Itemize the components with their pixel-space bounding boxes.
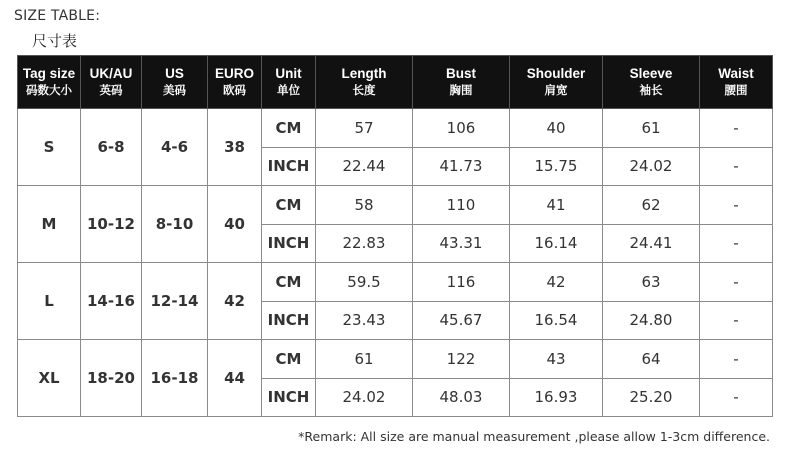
shoulder-cell: 15.75 — [510, 147, 603, 186]
tag-size-cell: L — [18, 263, 81, 340]
bust-cell: 45.67 — [413, 301, 510, 340]
euro-cell: 44 — [208, 340, 262, 417]
title-cn: 尺寸表 — [32, 32, 78, 50]
header-uk-au: UK/AU 英码 — [81, 56, 142, 109]
us-cell: 8-10 — [142, 186, 208, 263]
uk-au-cell: 10-12 — [81, 186, 142, 263]
length-cell: 57 — [316, 109, 413, 148]
length-cell: 59.5 — [316, 263, 413, 302]
shoulder-cell: 16.93 — [510, 378, 603, 417]
sleeve-cell: 24.80 — [603, 301, 700, 340]
bust-cell: 110 — [413, 186, 510, 225]
sleeve-cell: 62 — [603, 186, 700, 225]
bust-cell: 122 — [413, 340, 510, 379]
shoulder-cell: 41 — [510, 186, 603, 225]
header-row — [18, 56, 773, 109]
length-cell: 61 — [316, 340, 413, 379]
waist-cell: - — [700, 301, 773, 340]
us-cell: 4-6 — [142, 109, 208, 186]
size-table — [17, 55, 773, 417]
unit-cell: CM — [262, 109, 316, 148]
bust-cell: 43.31 — [413, 224, 510, 263]
shoulder-cell: 16.54 — [510, 301, 603, 340]
bust-cell: 48.03 — [413, 378, 510, 417]
length-cell: 23.43 — [316, 301, 413, 340]
sleeve-cell: 61 — [603, 109, 700, 148]
bust-cell: 41.73 — [413, 147, 510, 186]
shoulder-cell: 40 — [510, 109, 603, 148]
waist-cell: - — [700, 186, 773, 225]
header-sleeve: Sleeve 袖长 — [603, 56, 700, 109]
unit-cell: CM — [262, 340, 316, 379]
header-bust: Bust 胸围 — [413, 56, 510, 109]
unit-cell: INCH — [262, 224, 316, 263]
header-tag-size: Tag size 码数大小 — [18, 56, 81, 109]
tag-size-cell: S — [18, 109, 81, 186]
uk-au-cell: 18-20 — [81, 340, 142, 417]
sleeve-cell: 63 — [603, 263, 700, 302]
header-euro: EURO 欧码 — [208, 56, 262, 109]
unit-cell: CM — [262, 263, 316, 302]
euro-cell: 40 — [208, 186, 262, 263]
length-cell: 24.02 — [316, 378, 413, 417]
sleeve-cell: 64 — [603, 340, 700, 379]
shoulder-cell: 16.14 — [510, 224, 603, 263]
header-length: Length 长度 — [316, 56, 413, 109]
header-unit: Unit 单位 — [262, 56, 316, 109]
euro-cell: 38 — [208, 109, 262, 186]
waist-cell: - — [700, 378, 773, 417]
table-row — [18, 263, 773, 302]
unit-cell: INCH — [262, 301, 316, 340]
bust-cell: 106 — [413, 109, 510, 148]
unit-cell: INCH — [262, 378, 316, 417]
sleeve-cell: 25.20 — [603, 378, 700, 417]
shoulder-cell: 43 — [510, 340, 603, 379]
euro-cell: 42 — [208, 263, 262, 340]
length-cell: 22.83 — [316, 224, 413, 263]
us-cell: 12-14 — [142, 263, 208, 340]
table-row — [18, 340, 773, 379]
header-waist: Waist 腰围 — [700, 56, 773, 109]
uk-au-cell: 14-16 — [81, 263, 142, 340]
sleeve-cell: 24.02 — [603, 147, 700, 186]
shoulder-cell: 42 — [510, 263, 603, 302]
header-us: US 美码 — [142, 56, 208, 109]
sleeve-cell: 24.41 — [603, 224, 700, 263]
header-shoulder: Shoulder 肩宽 — [510, 56, 603, 109]
uk-au-cell: 6-8 — [81, 109, 142, 186]
unit-cell: CM — [262, 186, 316, 225]
table-row — [18, 109, 773, 148]
waist-cell: - — [700, 263, 773, 302]
tag-size-cell: M — [18, 186, 81, 263]
tag-size-cell: XL — [18, 340, 81, 417]
unit-cell: INCH — [262, 147, 316, 186]
us-cell: 16-18 — [142, 340, 208, 417]
length-cell: 58 — [316, 186, 413, 225]
waist-cell: - — [700, 224, 773, 263]
table-row — [18, 186, 773, 225]
waist-cell: - — [700, 340, 773, 379]
bust-cell: 116 — [413, 263, 510, 302]
title-en: SIZE TABLE: — [14, 8, 101, 24]
length-cell: 22.44 — [316, 147, 413, 186]
waist-cell: - — [700, 147, 773, 186]
waist-cell: - — [700, 109, 773, 148]
remark-note: *Remark: All size are manual measurement ,please allow 1-3cm difference. — [298, 429, 770, 444]
